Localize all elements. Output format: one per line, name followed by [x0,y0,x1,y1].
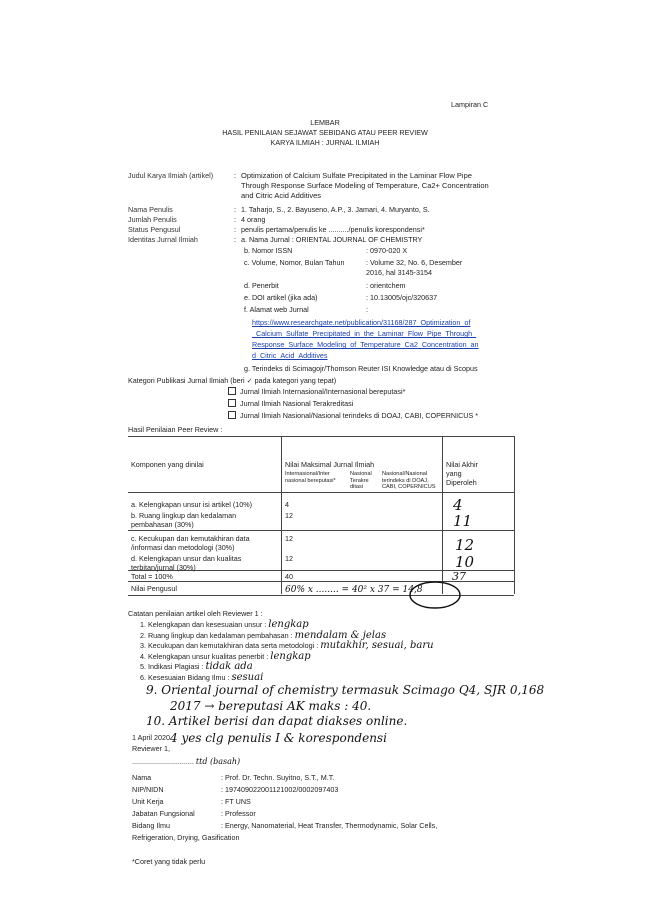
journal-pages-value: 2016, hal 3145-3154 [366,268,432,277]
journal-web-link-3[interactable]: Response_Surface_Modeling_of_Temperature_Ca2_Concentration_an [252,340,479,349]
title-line2: HASIL PENILAIAN SEJAWAT SEBIDANG ATAU PEER REVIEW [222,128,428,137]
row-a-component: a. Kelengkapan unsur isi artikel (10%) [131,500,253,509]
row-d-component: d. Kelengkapan unsur dan kualitas terbitan/jurnal (30%) [131,554,242,572]
id-sep-count: : [234,215,236,224]
row-a-final: 4 [453,496,463,514]
row-a-max: 4 [285,500,289,509]
note-item: 4. Kelengkapan unsur kualitas penerbit : lengkap [140,650,311,662]
signature-date: 1 April 2020 [132,733,170,742]
id-sep-authors: : [234,205,236,214]
checkbox-icon [228,387,236,395]
sig-nip-value: : 197409022001121002/0002097403 [221,785,339,794]
journal-name: a. Nama Jurnal : ORIENTAL JOURNAL OF CHEMISTRY [241,235,423,244]
id-label-count: Jumlah Penulis [128,215,177,224]
row-c-component: c. Kecukupan dan kemutakhiran data /informasi dan metodologi (30%) [131,534,250,552]
journal-doi-value: : 10.13005/ojc/320637 [366,293,438,302]
row-c-final: 12 [455,536,475,554]
note-item: 5. Indikasi Plagiasi : tidak ada [140,661,253,672]
row-total-max: 40 [285,572,293,581]
id-label-journal: Identitas Jurnal Ilmiah [128,235,198,244]
id-sep-title: : [234,171,236,180]
note-item: 2. Ruang lingkup dan kedalaman pembahasan : mendalam & jelas [140,629,387,641]
th-max: Nilai Maksimal Jurnal Ilmiah [285,460,375,469]
journal-web-link-2[interactable]: _Calcium_Sulfate_Precipitated_in_the_Laminar_Flow_Pipe_Through_ [252,329,477,338]
id-label-title: Judul Karya Ilmiah (artikel) [128,171,214,180]
id-label-status: Status Pengusul [128,225,181,234]
journal-volume-label: c. Volume, Nomor, Bulan Tahun [244,258,345,267]
row-total-component: Total = 100% [131,572,173,581]
row-c-max: 12 [285,534,293,543]
score-circle-icon [407,580,463,610]
note-item: 6. Kesesuaian Bidang Ilmu : sesuai [140,671,264,683]
id-value-title: Optimization of Calcium Sulfate Precipitated in the Laminar Flow Pipe [241,171,472,180]
note-extra-1: 9. Oriental journal of chemistry termasuk Scimago Q4, SJR 0,168 [146,683,545,697]
row-d-final: 10 [455,553,475,571]
journal-web-link-1[interactable]: https://www.researchgate.net/publication/31168/287_Optimization_of [252,318,471,327]
th-component: Komponen yang dinilai [131,460,204,469]
id-value-status: penulis pertama/penulis ke ........../penulis korespondensi* [241,225,425,234]
signature-line: ............................... ttd (basah) [132,757,241,766]
category-option-2[interactable]: Jurnal Ilmiah Nasional Terakreditasi [228,399,353,408]
note-extra-3: 10. Artikel berisi dan dapat diakses online. [146,714,408,728]
review-heading: Hasil Penilaian Peer Review : [128,425,223,434]
journal-issn-label: b. Nomor ISSN [244,246,293,255]
th-sub-accredited: Nasional Terakre ditasi [350,471,372,491]
category-option-1[interactable]: Jurnal Ilmiah Internasional/Internasional bereputasi* [228,387,405,396]
row-d-max: 12 [285,554,293,563]
id-value-title-2: Through Response Surface Modeling of Temperature, Ca2+ Concentration [241,181,489,190]
signature-reviewer: Reviewer 1, [132,744,170,753]
sig-position-value: : Professor [221,809,256,818]
sig-nip-label: NIP/NIDN [132,785,164,794]
row-b-final: 11 [453,512,473,530]
category-option-3[interactable]: Jurnal Ilmiah Nasional/Nasional terindeks di DOAJ, CABI, COPERNICUS * [228,411,478,420]
id-sep-journal: : [234,235,236,244]
journal-web-label: f. Alamat web Jurnal [244,305,309,314]
table-divider [514,436,515,594]
th-sub-international: Internasional/Inter nasional bereputasi* [285,471,336,484]
notes-heading: Catatan penilaian artikel oleh Reviewer 1 : [128,609,263,618]
notes-list [140,619,434,682]
title-line3: KARYA ILMIAH : JURNAL ILMIAH [270,138,380,147]
sig-field-value: : Energy, Nanomaterial, Heat Transfer, Thermodynamic, Solar Cells, [221,821,438,830]
row-b-max: 12 [285,511,293,520]
id-value-title-3: and Citric Acid Additives [241,191,322,200]
sig-name-value: : Prof. Dr. Techn. Suyitno, S.T., M.T. [221,773,335,782]
checkbox-icon [228,399,236,407]
journal-issn-value: : 0970-020 X [366,246,408,255]
sig-unit-value: : FT UNS [221,797,251,806]
row-b-component: b. Ruang lingkup dan kedalaman pembahasan (30%) [131,511,237,529]
table-rule [128,492,514,493]
note-extra-2: 2017 → bereputasi AK maks : 40. [170,699,372,713]
note-extra-4: 4 yes clg penulis I & korespondensi [170,731,387,745]
checkbox-icon [228,411,236,419]
attachment-label: Lampiran C [451,100,489,109]
journal-web-link-4[interactable]: d_Citric_Acid_Additives [252,351,328,360]
note-item: 1. Kelengkapan dan kesesuaian unsur : lengkap [140,619,309,630]
footnote: *Coret yang tidak perlu [132,857,206,866]
journal-indexed: g. Terindeks di Scimagojr/Thomson Reuter ISI Knowledge atau di Scopus [244,364,478,373]
id-label-authors: Nama Penulis [128,205,173,214]
row-proposer-max: 60% x ........ = 40² x 37 = 14,8 [285,585,423,595]
journal-publisher-value: : orientchem [366,281,406,290]
sig-field-value-cont: Refrigeration, Drying, Gasification [132,833,240,842]
id-value-authors: 1. Taharjo, S., 2. Bayuseno, A.P., 3. Jamari, 4. Muryanto, S. [241,205,430,214]
journal-publisher-label: d. Penerbit [244,281,279,290]
th-final: Nilai Akhir yang Diperoleh [446,460,478,487]
journal-volume-value: : Volume 32, No. 6, Desember [366,258,463,267]
note-item: 3. Kecukupan dan kemutakhiran data serta metodologi : mutakhir, sesuai, baru [140,640,434,651]
category-label: Kategori Publikasi Jurnal Ilmiah (beri ✓ pada kategori yang tepat) [128,376,337,385]
journal-web-sep: : [366,305,368,314]
sig-position-label: Jabatan Fungsional [132,809,195,818]
sig-field-label: Bidang Ilmu [132,821,170,830]
id-value-count: 4 orang [241,215,266,224]
title-line1: LEMBAR [310,118,340,127]
sig-unit-label: Unit Kerja [132,797,164,806]
id-sep-status: : [234,225,236,234]
row-proposer-component: Nilai Pengusul [131,584,177,593]
row-total-final: 37 [452,570,466,583]
journal-doi-label: e. DOI artikel (jika ada) [244,293,318,302]
sig-name-label: Nama [132,773,152,782]
th-sub-national: Nasional/Nasional terindeks di DOAJ, CABI, COPERNICUS [382,471,436,491]
